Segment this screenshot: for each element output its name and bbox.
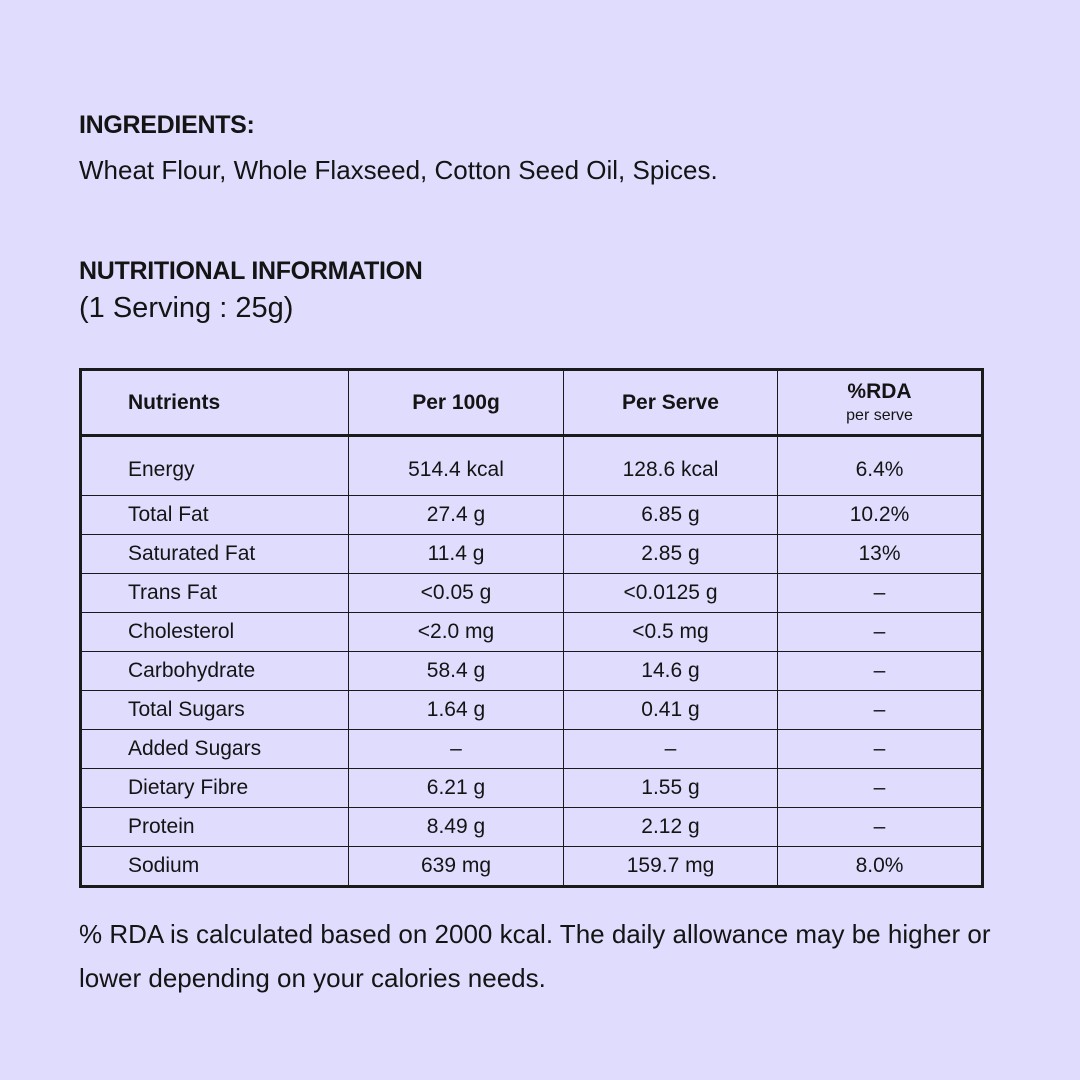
rda-cell: 8.0% <box>778 847 983 887</box>
rda-cell: 13% <box>778 535 983 574</box>
nutrient-name-cell: Trans Fat <box>81 574 349 613</box>
per-serve-cell: 0.41 g <box>564 691 778 730</box>
nutrient-name-cell: Dietary Fibre <box>81 769 349 808</box>
per-serve-cell: 14.6 g <box>564 652 778 691</box>
per-serve-cell: 2.12 g <box>564 808 778 847</box>
per100g-cell: 58.4 g <box>349 652 564 691</box>
header-per100g: Per 100g <box>349 370 564 436</box>
per-serve-cell: <0.5 mg <box>564 613 778 652</box>
nutrient-name-cell: Protein <box>81 808 349 847</box>
table-row <box>81 436 983 496</box>
table-row <box>81 496 983 535</box>
table-row <box>81 535 983 574</box>
table-row <box>81 769 983 808</box>
per-serve-cell: 2.85 g <box>564 535 778 574</box>
nutrient-name-cell: Energy <box>128 458 195 481</box>
per100g-cell: <0.05 g <box>349 574 564 613</box>
rda-cell: – <box>778 730 983 769</box>
rda-cell: – <box>778 652 983 691</box>
per100g-cell: 11.4 g <box>349 535 564 574</box>
rda-footnote: % RDA is calculated based on 2000 kcal. The daily allowance may be higher or lower depending on your calories needs. <box>79 919 991 993</box>
serving-size: (1 Serving : 25g) <box>79 292 294 324</box>
per100g-cell: – <box>349 730 564 769</box>
per100g-cell: 27.4 g <box>349 496 564 535</box>
rda-cell: – <box>778 769 983 808</box>
per100g-cell: 514.4 kcal <box>349 436 564 496</box>
per100g-cell: <2.0 mg <box>349 613 564 652</box>
per100g-cell: 6.21 g <box>349 769 564 808</box>
nutrient-name-cell: Total Fat <box>81 496 349 535</box>
per-serve-cell: <0.0125 g <box>564 574 778 613</box>
rda-cell: – <box>778 691 983 730</box>
nutrient-name-cell: Saturated Fat <box>81 535 349 574</box>
per100g-cell: 639 mg <box>349 847 564 887</box>
header-per-serve: Per Serve <box>564 370 778 436</box>
rda-cell: – <box>778 574 983 613</box>
header-rda <box>778 370 983 436</box>
per100g-cell: 1.64 g <box>349 691 564 730</box>
table-row <box>81 691 983 730</box>
rda-cell: – <box>778 613 983 652</box>
ingredients-heading: INGREDIENTS: <box>79 111 255 139</box>
header-rda-sublabel: per serve <box>846 407 913 424</box>
rda-cell: 6.4% <box>778 436 983 496</box>
rda-cell: 10.2% <box>778 496 983 535</box>
table-body <box>81 436 983 887</box>
nutrient-name-cell: Added Sugars <box>81 730 349 769</box>
table-row <box>81 808 983 847</box>
ingredients-text: Wheat Flour, Whole Flaxseed, Cotton Seed Oil, Spices. <box>79 155 718 185</box>
rda-cell: – <box>778 808 983 847</box>
table-row <box>81 847 983 887</box>
per-serve-cell: – <box>564 730 778 769</box>
per100g-cell: 8.49 g <box>349 808 564 847</box>
nutrient-name-cell: Carbohydrate <box>81 652 349 691</box>
per-serve-cell: 1.55 g <box>564 769 778 808</box>
nutrient-name-cell: Cholesterol <box>81 613 349 652</box>
per-serve-cell: 6.85 g <box>564 496 778 535</box>
table-row <box>81 574 983 613</box>
header-nutrients: Nutrients <box>81 370 349 436</box>
table-row <box>81 652 983 691</box>
nutrient-name-cell: Total Sugars <box>81 691 349 730</box>
per-serve-cell: 159.7 mg <box>564 847 778 887</box>
nutrition-heading: NUTRITIONAL INFORMATION <box>79 257 423 285</box>
nutrition-table <box>79 368 984 888</box>
nutrient-name-cell: Sodium <box>81 847 349 887</box>
header-rda-label: %RDA <box>847 380 912 403</box>
table-row <box>81 613 983 652</box>
table-header-row <box>81 370 983 436</box>
per-serve-cell: 128.6 kcal <box>564 436 778 496</box>
table-row <box>81 730 983 769</box>
